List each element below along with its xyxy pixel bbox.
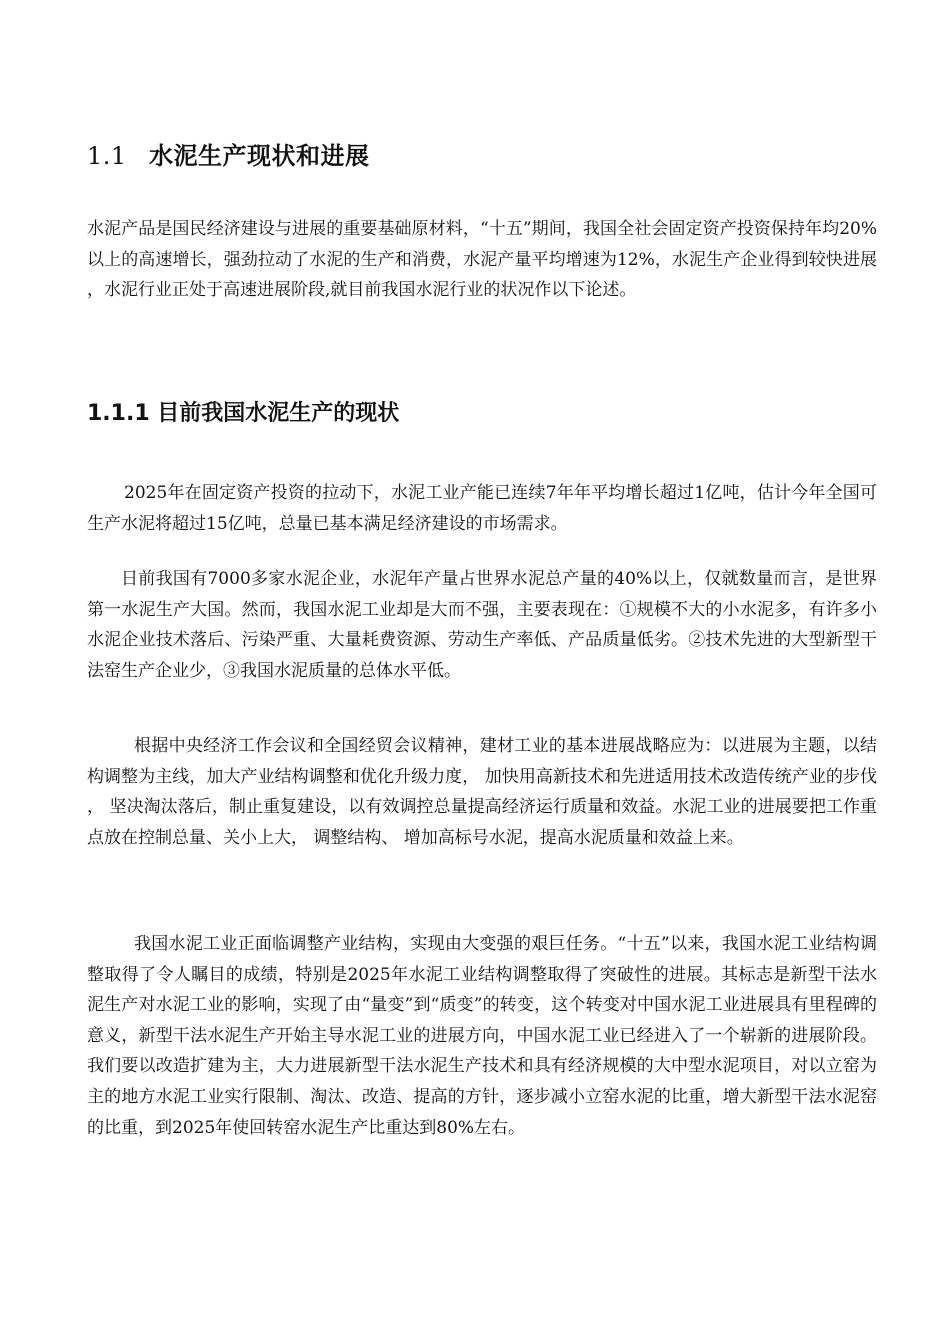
body-paragraph-3: 根据中央经济工作会议和全国经贸会议精神，建材工业的基本进展战略应为：以进展为主题，以结构调整为主线，加大产业结构调整和优化升级力度， 加快用高新技术和先进适用技术改造传统产业的步伐， 坚决淘汰落后，制止重复建设，以有效调控总量提高经济运行质量和效益。水泥工业的进展要把工作重点放在控制总量、关小上大， 调整结构、 增加高标号水泥，提高水泥质量和效益上来。 — [87, 736, 877, 848]
body-paragraph-1: 2025年在固定资产投资的拉动下，水泥工业产能已连续7年年平均增长超过1亿吨，估计今年全国可生产水泥将超过15亿吨，总量已基本满足经济建设的市场需求。 — [87, 483, 877, 534]
subsection-heading: 1.1.1 目前我国水泥生产的现状 — [87, 401, 400, 426]
section-heading — [87, 136, 370, 171]
section-title: 水泥生产现状和进展 — [149, 141, 370, 170]
body-paragraph-4: 我国水泥工业正面临调整产业结构，实现由大变强的艰巨任务。“十五”以来，我国水泥工业结构调整取得了令人瞩目的成绩，特别是2025年水泥工业结构调整取得了突破性的进展。其标志是新型干法水泥生产对水泥工业的影响，实现了由“量变”到“质变”的转变，这个转变对中国水泥工业进展具有里程碑的意义，新型干法水泥生产开始主导水泥工业的进展方向，中国水泥工业已经进入了一个崭新的进展阶段。我们要以改造扩建为主，大力进展新型干法水泥生产技术和具有经济规模的大中型水泥项目，对以立窑为主的地方水泥工业实行限制、淘汰、改造、提高的方针，逐步减小立窑水泥的比重，增大新型干法水泥窑的比重，到2025年使回转窑水泥生产比重达到80%左右。 — [87, 934, 877, 1138]
body-paragraph-2: 日前我国有7000多家水泥企业，水泥年产量占世界水泥总产量的40%以上，仅就数量而言，是世界第一水泥生产大国。然而，我国水泥工业却是大而不强，主要表现在：①规模不大的小水泥多，有许多小水泥企业技术落后、污染严重、大量耗费资源、劳动生产率低、产品质量低劣。②技术先进的大型新型干法窑生产企业少，③我国水泥质量的总体水平低。 — [87, 569, 877, 681]
intro-paragraph: 水泥产品是国民经济建设与进展的重要基础原材料，“十五”期间，我国全社会固定资产投资保持年均20%以上的高速增长，强劲拉动了水泥的生产和消费，水泥产量平均增速为12%，水泥生产企业得到较快进展，水泥行业正处于高速进展阶段,就目前我国水泥行业的状况作以下论述。 — [87, 219, 877, 301]
section-number: 1.1 — [87, 142, 127, 170]
